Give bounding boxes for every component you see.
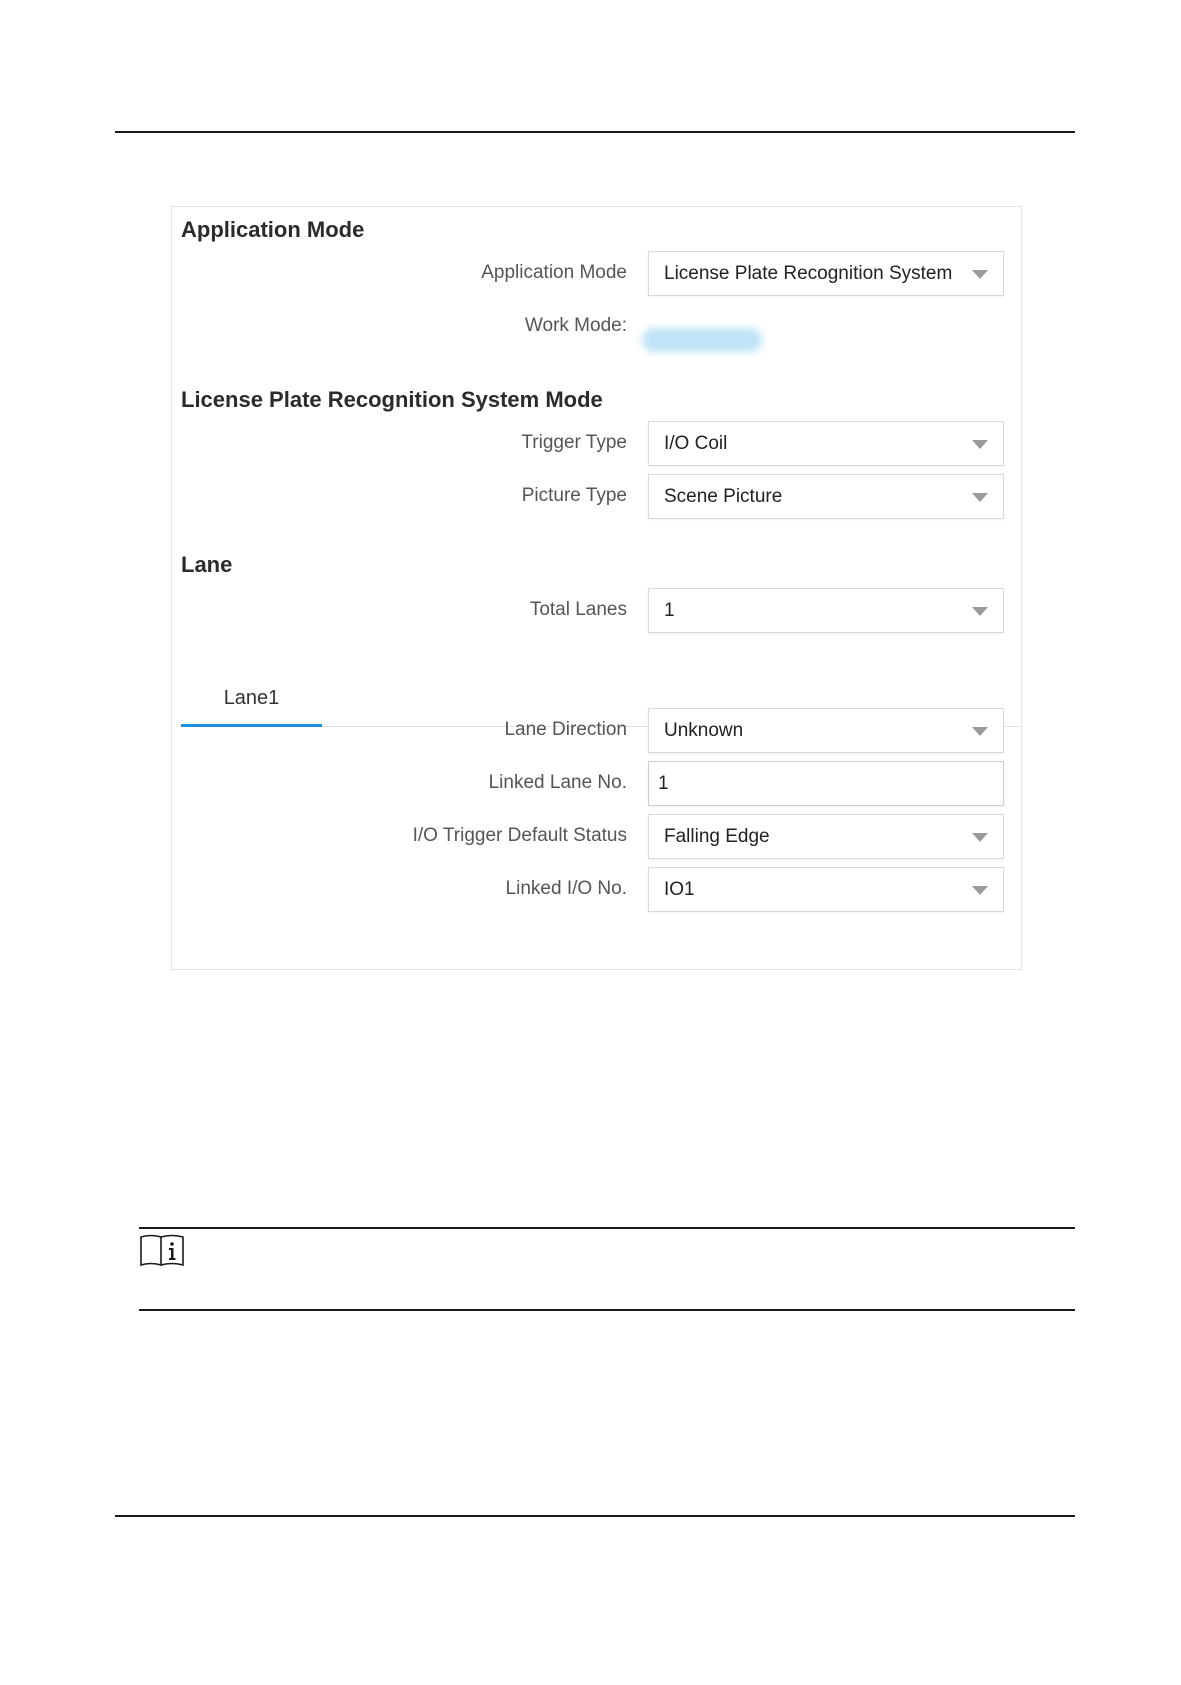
picture-type-value: Scene Picture [664, 486, 783, 507]
io-trigger-status-label: I/O Trigger Default Status [412, 825, 627, 846]
application-mode-label: Application Mode [481, 262, 627, 283]
chevron-down-icon [972, 440, 988, 449]
lprs-mode-heading: License Plate Recognition System Mode [181, 387, 603, 412]
trigger-type-label: Trigger Type [521, 432, 627, 453]
total-lanes-label: Total Lanes [529, 599, 627, 620]
application-mode-value: License Plate Recognition System [664, 263, 953, 284]
chevron-down-icon [972, 727, 988, 736]
lane-direction-select[interactable] [648, 708, 1004, 753]
total-lanes-value: 1 [664, 600, 675, 621]
page-header-rule [115, 131, 1075, 133]
linked-lane-no-label: Linked Lane No. [488, 772, 627, 793]
io-trigger-status-value: Falling Edge [664, 826, 770, 847]
trigger-type-select[interactable] [648, 421, 1004, 466]
chevron-down-icon [972, 493, 988, 502]
application-mode-select[interactable] [648, 251, 1004, 296]
chevron-down-icon [972, 607, 988, 616]
chevron-down-icon [972, 886, 988, 895]
work-mode-label: Work Mode: [524, 315, 627, 336]
chevron-down-icon [972, 270, 988, 279]
linked-io-no-label: Linked I/O No. [505, 878, 627, 899]
picture-type-label: Picture Type [521, 485, 627, 506]
lane-direction-label: Lane Direction [504, 719, 627, 740]
lane-direction-value: Unknown [664, 720, 744, 741]
note-top-rule [139, 1227, 1075, 1229]
application-mode-heading: Application Mode [181, 217, 365, 242]
chevron-down-icon [972, 833, 988, 842]
linked-io-no-value: IO1 [664, 879, 695, 900]
io-trigger-status-select[interactable] [648, 814, 1004, 859]
note-bottom-rule [139, 1309, 1075, 1311]
trigger-type-value: I/O Coil [664, 433, 728, 454]
linked-io-no-select[interactable] [648, 867, 1004, 912]
picture-type-select[interactable] [648, 474, 1004, 519]
page-footer-rule [115, 1515, 1075, 1517]
lane-heading: Lane [181, 552, 233, 577]
total-lanes-select[interactable] [648, 588, 1004, 633]
linked-lane-no-input[interactable] [648, 761, 1004, 806]
settings-panel [171, 206, 1022, 970]
note-book-info-icon [139, 1234, 185, 1268]
tab-lane1[interactable]: Lane1 [223, 687, 280, 709]
linked-lane-no-value: 1 [658, 773, 669, 794]
work-mode-value-redacted [642, 328, 762, 352]
